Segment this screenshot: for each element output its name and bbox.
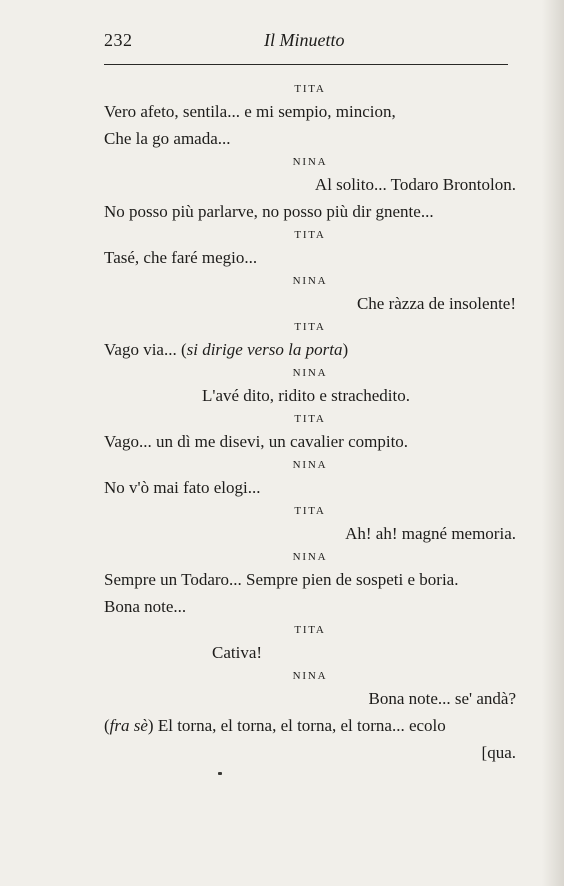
verse-line xyxy=(104,337,516,364)
running-title: Il Minuetto xyxy=(264,30,345,50)
speaker-tita: TITA xyxy=(294,624,326,636)
verse-line xyxy=(104,713,516,740)
verse-text: ) El torna, el torna, el torna, el torna... ecolo xyxy=(147,716,446,735)
stage-direction: si dirige verso la porta xyxy=(186,340,343,359)
verse-line: Bona note... se' andà? xyxy=(368,689,516,708)
verse-line: No posso più parlarve, no posso più dir gnente... xyxy=(104,202,434,221)
play-text xyxy=(104,80,516,767)
speaker-nina: NINA xyxy=(292,670,328,682)
stage-direction: fra sè xyxy=(109,716,148,735)
verse-line: Al solito... Todaro Brontolon. xyxy=(314,175,516,194)
verse-line: Che ràzza de insolente! xyxy=(356,294,516,313)
speaker-tita: TITA xyxy=(294,83,326,95)
speaker-tita: TITA xyxy=(294,413,326,425)
speaker-nina: NINA xyxy=(292,367,328,379)
verse-line: Sempre un Todaro... Sempre pien de sospeti e boria. xyxy=(104,570,459,589)
verse-line: Vago... un dì me disevi, un cavalier compito. xyxy=(104,432,409,451)
verse-line: Tasé, che faré megio... xyxy=(104,248,258,267)
page-edge-shadow xyxy=(542,0,564,886)
verse-text: ( xyxy=(104,716,110,735)
speaker-nina: NINA xyxy=(292,156,328,168)
verse-line: [qua. xyxy=(481,743,516,762)
verse-text: Vago via... ( xyxy=(104,340,187,359)
verse-line: Vero afeto, sentila... e mi sempio, mincion, xyxy=(104,102,396,121)
verse-text: ) xyxy=(342,340,349,359)
ink-speck xyxy=(218,772,222,775)
speaker-tita: TITA xyxy=(294,505,326,517)
page-number: 232 xyxy=(104,30,133,50)
speaker-tita: TITA xyxy=(294,321,326,333)
verse-line: No v'ò mai fato elogi... xyxy=(104,478,261,497)
header-rule xyxy=(104,64,508,65)
page-header xyxy=(104,30,516,56)
verse-line: Cativa! xyxy=(212,643,263,662)
speaker-nina: NINA xyxy=(292,551,328,563)
speaker-tita: TITA xyxy=(294,229,326,241)
speaker-nina: NINA xyxy=(292,459,328,471)
verse-line: Che la go amada... xyxy=(104,129,231,148)
verse-line: Bona note... xyxy=(104,597,187,616)
speaker-nina: NINA xyxy=(292,275,328,287)
verse-line: L'avé dito, ridito e strachedito. xyxy=(202,386,410,405)
verse-line: Ah! ah! magné memoria. xyxy=(345,524,516,543)
